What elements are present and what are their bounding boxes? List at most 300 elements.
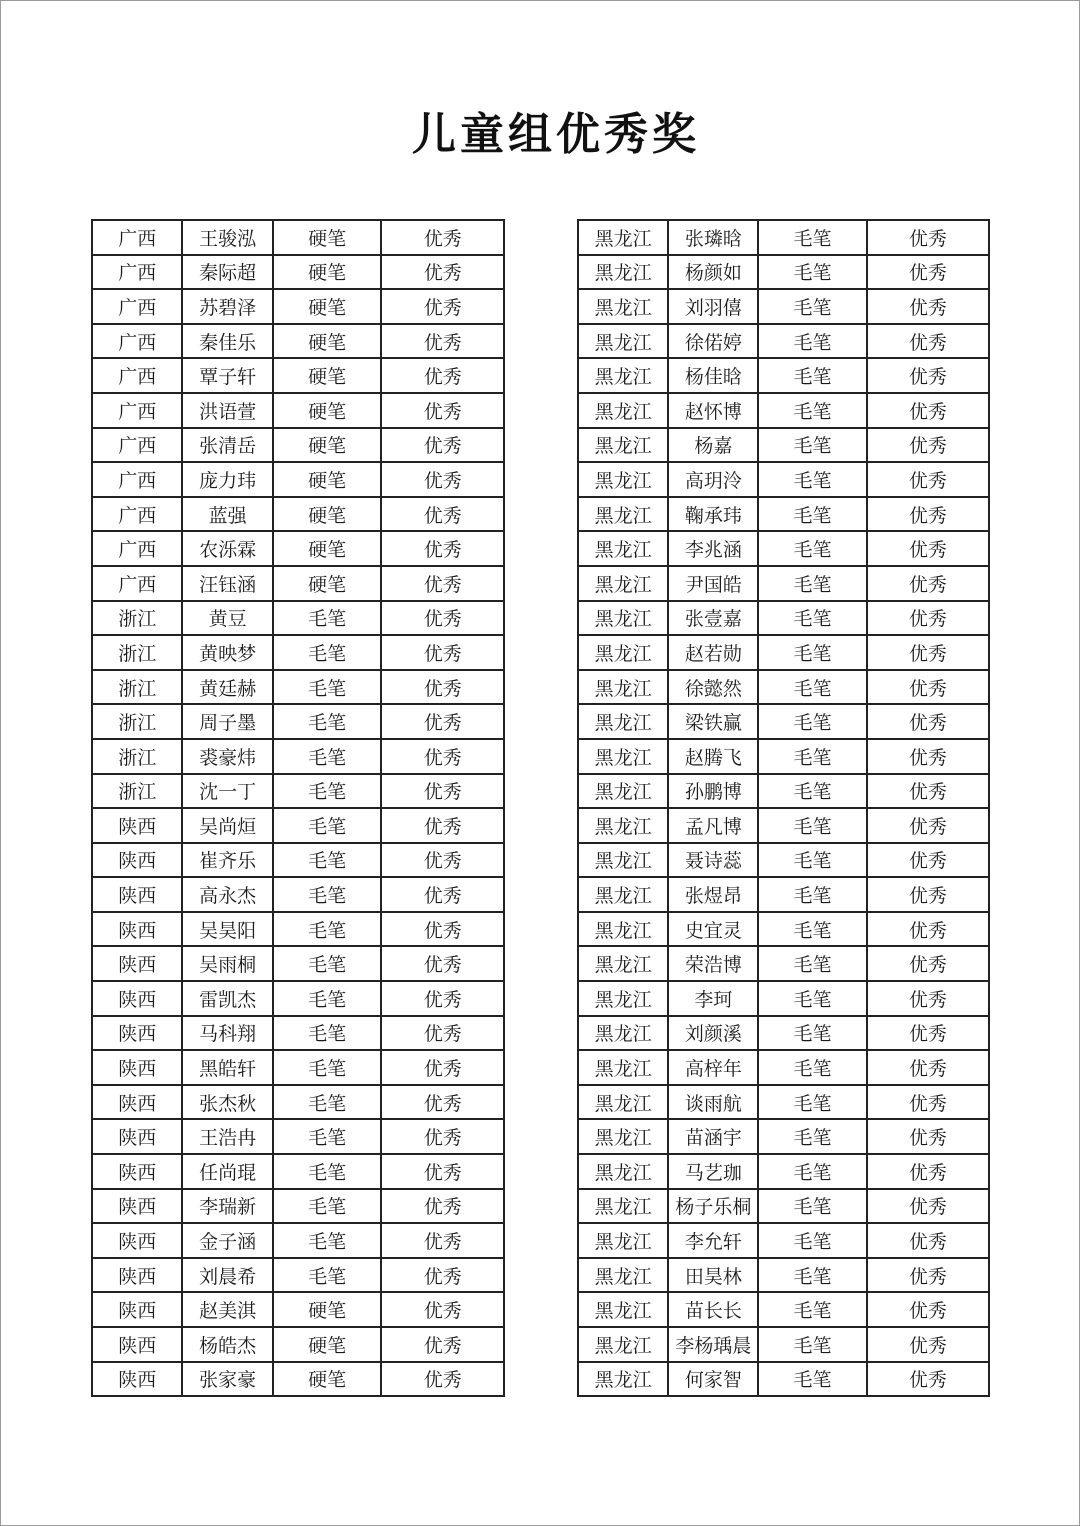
cell-name: 鞠承玮 bbox=[668, 497, 758, 532]
cell-category: 硬笔 bbox=[273, 220, 382, 255]
cell-name: 杨颜如 bbox=[668, 255, 758, 290]
cell-award: 优秀 bbox=[381, 358, 504, 393]
cell-category: 毛笔 bbox=[758, 601, 866, 636]
cell-region: 浙江 bbox=[92, 635, 182, 670]
cell-name: 聂诗蕊 bbox=[668, 843, 758, 878]
cell-award: 优秀 bbox=[867, 220, 989, 255]
cell-region: 黑龙江 bbox=[578, 946, 668, 981]
cell-award: 优秀 bbox=[867, 1154, 989, 1189]
cell-name: 蓝强 bbox=[182, 497, 272, 532]
cell-award: 优秀 bbox=[867, 1016, 989, 1051]
cell-region: 黑龙江 bbox=[578, 1223, 668, 1258]
cell-region: 广西 bbox=[92, 324, 182, 359]
table-row bbox=[578, 704, 989, 739]
cell-name: 黑皓轩 bbox=[182, 1050, 272, 1085]
cell-award: 优秀 bbox=[867, 946, 989, 981]
cell-name: 孟凡博 bbox=[668, 808, 758, 843]
cell-award: 优秀 bbox=[381, 428, 504, 463]
cell-name: 杨嘉 bbox=[668, 428, 758, 463]
cell-region: 黑龙江 bbox=[578, 358, 668, 393]
cell-category: 毛笔 bbox=[273, 946, 382, 981]
cell-region: 黑龙江 bbox=[578, 220, 668, 255]
cell-category: 毛笔 bbox=[758, 635, 866, 670]
cell-name: 高梓年 bbox=[668, 1050, 758, 1085]
table-row bbox=[92, 670, 504, 705]
table-row bbox=[92, 1050, 504, 1085]
cell-name: 黄映梦 bbox=[182, 635, 272, 670]
cell-category: 毛笔 bbox=[273, 1050, 382, 1085]
table-row bbox=[578, 220, 989, 255]
cell-region: 黑龙江 bbox=[578, 601, 668, 636]
cell-category: 毛笔 bbox=[758, 1223, 866, 1258]
cell-name: 尹国皓 bbox=[668, 566, 758, 601]
cell-award: 优秀 bbox=[381, 877, 504, 912]
cell-award: 优秀 bbox=[867, 1292, 989, 1327]
cell-category: 毛笔 bbox=[758, 739, 866, 774]
table-row bbox=[92, 393, 504, 428]
cell-name: 田昊林 bbox=[668, 1258, 758, 1293]
cell-region: 广西 bbox=[92, 531, 182, 566]
cell-region: 黑龙江 bbox=[578, 324, 668, 359]
cell-category: 毛笔 bbox=[758, 1119, 866, 1154]
cell-category: 毛笔 bbox=[273, 601, 382, 636]
page-title: 儿童组优秀奖 bbox=[412, 109, 700, 160]
cell-category: 毛笔 bbox=[758, 462, 866, 497]
cell-name: 李杨瑀晨 bbox=[668, 1327, 758, 1362]
cell-region: 浙江 bbox=[92, 704, 182, 739]
cell-name: 李兆涵 bbox=[668, 531, 758, 566]
cell-name: 李瑞新 bbox=[182, 1189, 272, 1224]
cell-name: 梁铁赢 bbox=[668, 704, 758, 739]
cell-category: 硬笔 bbox=[273, 1362, 382, 1397]
cell-name: 金子涵 bbox=[182, 1223, 272, 1258]
cell-category: 毛笔 bbox=[273, 1085, 382, 1120]
cell-award: 优秀 bbox=[867, 531, 989, 566]
cell-name: 任尚琨 bbox=[182, 1154, 272, 1189]
cell-name: 张璘晗 bbox=[668, 220, 758, 255]
cell-region: 黑龙江 bbox=[578, 1016, 668, 1051]
cell-category: 毛笔 bbox=[758, 946, 866, 981]
cell-award: 优秀 bbox=[867, 981, 989, 1016]
cell-award: 优秀 bbox=[867, 393, 989, 428]
cell-category: 毛笔 bbox=[758, 497, 866, 532]
cell-category: 毛笔 bbox=[758, 670, 866, 705]
table-row bbox=[578, 1362, 989, 1397]
cell-region: 黑龙江 bbox=[578, 531, 668, 566]
table-row bbox=[578, 1223, 989, 1258]
cell-name: 苏碧泽 bbox=[182, 289, 272, 324]
cell-category: 毛笔 bbox=[758, 358, 866, 393]
cell-category: 硬笔 bbox=[273, 324, 382, 359]
cell-category: 毛笔 bbox=[758, 393, 866, 428]
cell-award: 优秀 bbox=[381, 566, 504, 601]
cell-name: 张家豪 bbox=[182, 1362, 272, 1397]
cell-category: 毛笔 bbox=[758, 981, 866, 1016]
cell-award: 优秀 bbox=[381, 739, 504, 774]
table-row bbox=[92, 255, 504, 290]
cell-category: 毛笔 bbox=[273, 670, 382, 705]
table-row bbox=[578, 808, 989, 843]
cell-region: 陕西 bbox=[92, 1327, 182, 1362]
cell-category: 毛笔 bbox=[273, 1154, 382, 1189]
cell-category: 硬笔 bbox=[273, 428, 382, 463]
cell-award: 优秀 bbox=[381, 1292, 504, 1327]
cell-award: 优秀 bbox=[381, 1050, 504, 1085]
table-row bbox=[578, 635, 989, 670]
cell-award: 优秀 bbox=[867, 843, 989, 878]
cell-award: 优秀 bbox=[381, 912, 504, 947]
table-row bbox=[578, 877, 989, 912]
table-row bbox=[578, 289, 989, 324]
cell-name: 杨子乐桐 bbox=[668, 1189, 758, 1224]
table-row bbox=[92, 428, 504, 463]
cell-region: 黑龙江 bbox=[578, 462, 668, 497]
table-row bbox=[578, 912, 989, 947]
cell-award: 优秀 bbox=[867, 1258, 989, 1293]
cell-name: 高永杰 bbox=[182, 877, 272, 912]
table-row bbox=[578, 1154, 989, 1189]
cell-category: 毛笔 bbox=[273, 635, 382, 670]
cell-name: 赵若勋 bbox=[668, 635, 758, 670]
cell-category: 毛笔 bbox=[758, 1154, 866, 1189]
cell-region: 陕西 bbox=[92, 981, 182, 1016]
cell-category: 毛笔 bbox=[273, 1189, 382, 1224]
cell-award: 优秀 bbox=[867, 670, 989, 705]
cell-name: 农泺霖 bbox=[182, 531, 272, 566]
cell-region: 黑龙江 bbox=[578, 739, 668, 774]
cell-category: 毛笔 bbox=[758, 428, 866, 463]
table-row bbox=[578, 1016, 989, 1051]
cell-name: 徐懿然 bbox=[668, 670, 758, 705]
table-row bbox=[92, 497, 504, 532]
cell-region: 浙江 bbox=[92, 739, 182, 774]
cell-award: 优秀 bbox=[381, 704, 504, 739]
cell-category: 毛笔 bbox=[758, 1327, 866, 1362]
cell-award: 优秀 bbox=[867, 428, 989, 463]
cell-category: 毛笔 bbox=[273, 774, 382, 809]
cell-award: 优秀 bbox=[381, 1258, 504, 1293]
cell-region: 黑龙江 bbox=[578, 1119, 668, 1154]
table-row bbox=[92, 981, 504, 1016]
cell-name: 洪语萱 bbox=[182, 393, 272, 428]
cell-category: 硬笔 bbox=[273, 566, 382, 601]
cell-region: 陕西 bbox=[92, 1189, 182, 1224]
cell-region: 广西 bbox=[92, 497, 182, 532]
cell-region: 陕西 bbox=[92, 1223, 182, 1258]
cell-name: 刘晨希 bbox=[182, 1258, 272, 1293]
cell-name: 李允轩 bbox=[668, 1223, 758, 1258]
cell-award: 优秀 bbox=[867, 1050, 989, 1085]
cell-award: 优秀 bbox=[381, 1189, 504, 1224]
cell-name: 吴雨桐 bbox=[182, 946, 272, 981]
cell-region: 广西 bbox=[92, 255, 182, 290]
cell-category: 毛笔 bbox=[758, 289, 866, 324]
cell-award: 优秀 bbox=[381, 1119, 504, 1154]
cell-award: 优秀 bbox=[381, 843, 504, 878]
cell-region: 黑龙江 bbox=[578, 635, 668, 670]
cell-category: 毛笔 bbox=[273, 912, 382, 947]
cell-name: 马艺珈 bbox=[668, 1154, 758, 1189]
cell-name: 徐偌婷 bbox=[668, 324, 758, 359]
cell-award: 优秀 bbox=[381, 462, 504, 497]
cell-award: 优秀 bbox=[867, 635, 989, 670]
cell-name: 王骏泓 bbox=[182, 220, 272, 255]
table-row bbox=[578, 946, 989, 981]
table-row bbox=[578, 1258, 989, 1293]
cell-region: 黑龙江 bbox=[578, 428, 668, 463]
table-row bbox=[92, 1154, 504, 1189]
table-row bbox=[578, 739, 989, 774]
cell-name: 汪钰涵 bbox=[182, 566, 272, 601]
cell-name: 秦佳乐 bbox=[182, 324, 272, 359]
cell-region: 黑龙江 bbox=[578, 670, 668, 705]
cell-category: 毛笔 bbox=[273, 704, 382, 739]
table-row bbox=[578, 324, 989, 359]
cell-region: 黑龙江 bbox=[578, 566, 668, 601]
cell-name: 赵腾飞 bbox=[668, 739, 758, 774]
cell-category: 毛笔 bbox=[758, 531, 866, 566]
table-row bbox=[578, 774, 989, 809]
table-row bbox=[92, 566, 504, 601]
table-row bbox=[92, 946, 504, 981]
cell-name: 秦际超 bbox=[182, 255, 272, 290]
cell-award: 优秀 bbox=[381, 289, 504, 324]
cell-name: 杨佳晗 bbox=[668, 358, 758, 393]
cell-award: 优秀 bbox=[867, 1327, 989, 1362]
cell-name: 赵怀博 bbox=[668, 393, 758, 428]
cell-region: 浙江 bbox=[92, 601, 182, 636]
cell-category: 毛笔 bbox=[273, 843, 382, 878]
table-row bbox=[92, 1362, 504, 1397]
cell-category: 毛笔 bbox=[273, 1223, 382, 1258]
table-row bbox=[92, 289, 504, 324]
cell-region: 陕西 bbox=[92, 1292, 182, 1327]
cell-award: 优秀 bbox=[867, 462, 989, 497]
cell-region: 黑龙江 bbox=[578, 774, 668, 809]
cell-region: 广西 bbox=[92, 220, 182, 255]
table-row bbox=[92, 531, 504, 566]
cell-name: 张杰秋 bbox=[182, 1085, 272, 1120]
cell-award: 优秀 bbox=[867, 912, 989, 947]
cell-name: 庞力玮 bbox=[182, 462, 272, 497]
cell-name: 吴昊阳 bbox=[182, 912, 272, 947]
cell-region: 广西 bbox=[92, 428, 182, 463]
table-row bbox=[578, 1119, 989, 1154]
table-row bbox=[92, 808, 504, 843]
cell-region: 黑龙江 bbox=[578, 843, 668, 878]
cell-category: 毛笔 bbox=[758, 220, 866, 255]
cell-category: 硬笔 bbox=[273, 1327, 382, 1362]
cell-award: 优秀 bbox=[867, 324, 989, 359]
cell-category: 硬笔 bbox=[273, 462, 382, 497]
cell-region: 陕西 bbox=[92, 1258, 182, 1293]
cell-award: 优秀 bbox=[867, 1362, 989, 1397]
cell-category: 硬笔 bbox=[273, 1292, 382, 1327]
cell-category: 硬笔 bbox=[273, 255, 382, 290]
cell-category: 毛笔 bbox=[273, 1258, 382, 1293]
cell-region: 黑龙江 bbox=[578, 981, 668, 1016]
cell-region: 黑龙江 bbox=[578, 704, 668, 739]
cell-name: 王浩冉 bbox=[182, 1119, 272, 1154]
table-row bbox=[578, 601, 989, 636]
cell-region: 黑龙江 bbox=[578, 1154, 668, 1189]
cell-region: 黑龙江 bbox=[578, 808, 668, 843]
cell-name: 吴尚烜 bbox=[182, 808, 272, 843]
cell-name: 苗涵宇 bbox=[668, 1119, 758, 1154]
table-row bbox=[578, 1327, 989, 1362]
cell-award: 优秀 bbox=[867, 704, 989, 739]
table-row bbox=[578, 670, 989, 705]
cell-category: 毛笔 bbox=[273, 877, 382, 912]
cell-region: 广西 bbox=[92, 289, 182, 324]
table-row bbox=[92, 1085, 504, 1120]
cell-category: 硬笔 bbox=[273, 289, 382, 324]
cell-region: 浙江 bbox=[92, 670, 182, 705]
award-table-left bbox=[91, 219, 505, 1397]
cell-category: 毛笔 bbox=[273, 1016, 382, 1051]
cell-region: 黑龙江 bbox=[578, 1327, 668, 1362]
cell-region: 陕西 bbox=[92, 1154, 182, 1189]
cell-category: 毛笔 bbox=[273, 981, 382, 1016]
cell-name: 谈雨航 bbox=[668, 1085, 758, 1120]
cell-award: 优秀 bbox=[867, 1119, 989, 1154]
cell-award: 优秀 bbox=[381, 774, 504, 809]
cell-category: 毛笔 bbox=[758, 1189, 866, 1224]
cell-region: 广西 bbox=[92, 393, 182, 428]
cell-award: 优秀 bbox=[867, 255, 989, 290]
cell-award: 优秀 bbox=[381, 635, 504, 670]
cell-name: 张壹嘉 bbox=[668, 601, 758, 636]
cell-region: 广西 bbox=[92, 462, 182, 497]
cell-name: 史宜灵 bbox=[668, 912, 758, 947]
cell-category: 硬笔 bbox=[273, 393, 382, 428]
cell-name: 赵美淇 bbox=[182, 1292, 272, 1327]
cell-region: 陕西 bbox=[92, 1016, 182, 1051]
cell-award: 优秀 bbox=[381, 393, 504, 428]
cell-category: 毛笔 bbox=[273, 808, 382, 843]
cell-name: 黄廷赫 bbox=[182, 670, 272, 705]
table-row bbox=[578, 566, 989, 601]
cell-name: 何家智 bbox=[668, 1362, 758, 1397]
cell-region: 浙江 bbox=[92, 774, 182, 809]
cell-name: 刘颜溪 bbox=[668, 1016, 758, 1051]
cell-category: 毛笔 bbox=[758, 1362, 866, 1397]
table-row bbox=[92, 1327, 504, 1362]
table-row bbox=[578, 1189, 989, 1224]
cell-region: 陕西 bbox=[92, 1085, 182, 1120]
table-row bbox=[578, 393, 989, 428]
table-row bbox=[92, 358, 504, 393]
cell-award: 优秀 bbox=[867, 774, 989, 809]
table-row bbox=[92, 601, 504, 636]
cell-region: 陕西 bbox=[92, 1050, 182, 1085]
cell-category: 毛笔 bbox=[758, 1050, 866, 1085]
cell-region: 黑龙江 bbox=[578, 912, 668, 947]
cell-award: 优秀 bbox=[867, 1223, 989, 1258]
cell-region: 陕西 bbox=[92, 1119, 182, 1154]
cell-award: 优秀 bbox=[381, 946, 504, 981]
cell-award: 优秀 bbox=[867, 289, 989, 324]
table-row bbox=[578, 255, 989, 290]
table-row bbox=[92, 220, 504, 255]
cell-region: 黑龙江 bbox=[578, 255, 668, 290]
cell-name: 沈一丁 bbox=[182, 774, 272, 809]
cell-award: 优秀 bbox=[381, 1362, 504, 1397]
cell-award: 优秀 bbox=[381, 808, 504, 843]
cell-name: 裘豪炜 bbox=[182, 739, 272, 774]
cell-award: 优秀 bbox=[381, 1085, 504, 1120]
cell-name: 李珂 bbox=[668, 981, 758, 1016]
cell-name: 孙鹏博 bbox=[668, 774, 758, 809]
cell-name: 黄豆 bbox=[182, 601, 272, 636]
cell-category: 毛笔 bbox=[758, 255, 866, 290]
cell-award: 优秀 bbox=[381, 1016, 504, 1051]
cell-name: 马科翔 bbox=[182, 1016, 272, 1051]
cell-region: 黑龙江 bbox=[578, 289, 668, 324]
cell-category: 硬笔 bbox=[273, 497, 382, 532]
table-row bbox=[92, 1292, 504, 1327]
cell-name: 苗长长 bbox=[668, 1292, 758, 1327]
cell-category: 毛笔 bbox=[758, 566, 866, 601]
cell-name: 张煜昂 bbox=[668, 877, 758, 912]
table-row bbox=[578, 497, 989, 532]
cell-region: 黑龙江 bbox=[578, 1258, 668, 1293]
cell-region: 黑龙江 bbox=[578, 1362, 668, 1397]
cell-award: 优秀 bbox=[867, 739, 989, 774]
cell-award: 优秀 bbox=[381, 601, 504, 636]
cell-region: 陕西 bbox=[92, 843, 182, 878]
table-row bbox=[92, 1258, 504, 1293]
table-row bbox=[92, 635, 504, 670]
table-row bbox=[92, 912, 504, 947]
cell-name: 周子墨 bbox=[182, 704, 272, 739]
table-row bbox=[92, 1223, 504, 1258]
cell-award: 优秀 bbox=[381, 670, 504, 705]
cell-region: 陕西 bbox=[92, 1362, 182, 1397]
cell-region: 陕西 bbox=[92, 912, 182, 947]
cell-name: 覃子轩 bbox=[182, 358, 272, 393]
cell-award: 优秀 bbox=[867, 877, 989, 912]
table-row bbox=[92, 843, 504, 878]
cell-award: 优秀 bbox=[867, 566, 989, 601]
table-row bbox=[578, 1050, 989, 1085]
cell-award: 优秀 bbox=[381, 1327, 504, 1362]
table-row bbox=[92, 877, 504, 912]
cell-name: 张清岳 bbox=[182, 428, 272, 463]
cell-region: 陕西 bbox=[92, 877, 182, 912]
cell-region: 黑龙江 bbox=[578, 497, 668, 532]
cell-category: 毛笔 bbox=[758, 1292, 866, 1327]
cell-name: 高玥泠 bbox=[668, 462, 758, 497]
table-row bbox=[92, 1119, 504, 1154]
cell-award: 优秀 bbox=[381, 531, 504, 566]
table-row bbox=[92, 1189, 504, 1224]
cell-award: 优秀 bbox=[381, 981, 504, 1016]
cell-category: 毛笔 bbox=[758, 324, 866, 359]
cell-region: 陕西 bbox=[92, 808, 182, 843]
table-row bbox=[92, 704, 504, 739]
cell-category: 毛笔 bbox=[758, 774, 866, 809]
cell-name: 荣浩博 bbox=[668, 946, 758, 981]
cell-region: 黑龙江 bbox=[578, 1050, 668, 1085]
cell-name: 雷凯杰 bbox=[182, 981, 272, 1016]
cell-category: 硬笔 bbox=[273, 531, 382, 566]
award-table-right bbox=[577, 219, 990, 1397]
cell-name: 刘羽僖 bbox=[668, 289, 758, 324]
table-row bbox=[92, 324, 504, 359]
table-row bbox=[578, 531, 989, 566]
cell-category: 毛笔 bbox=[758, 1258, 866, 1293]
